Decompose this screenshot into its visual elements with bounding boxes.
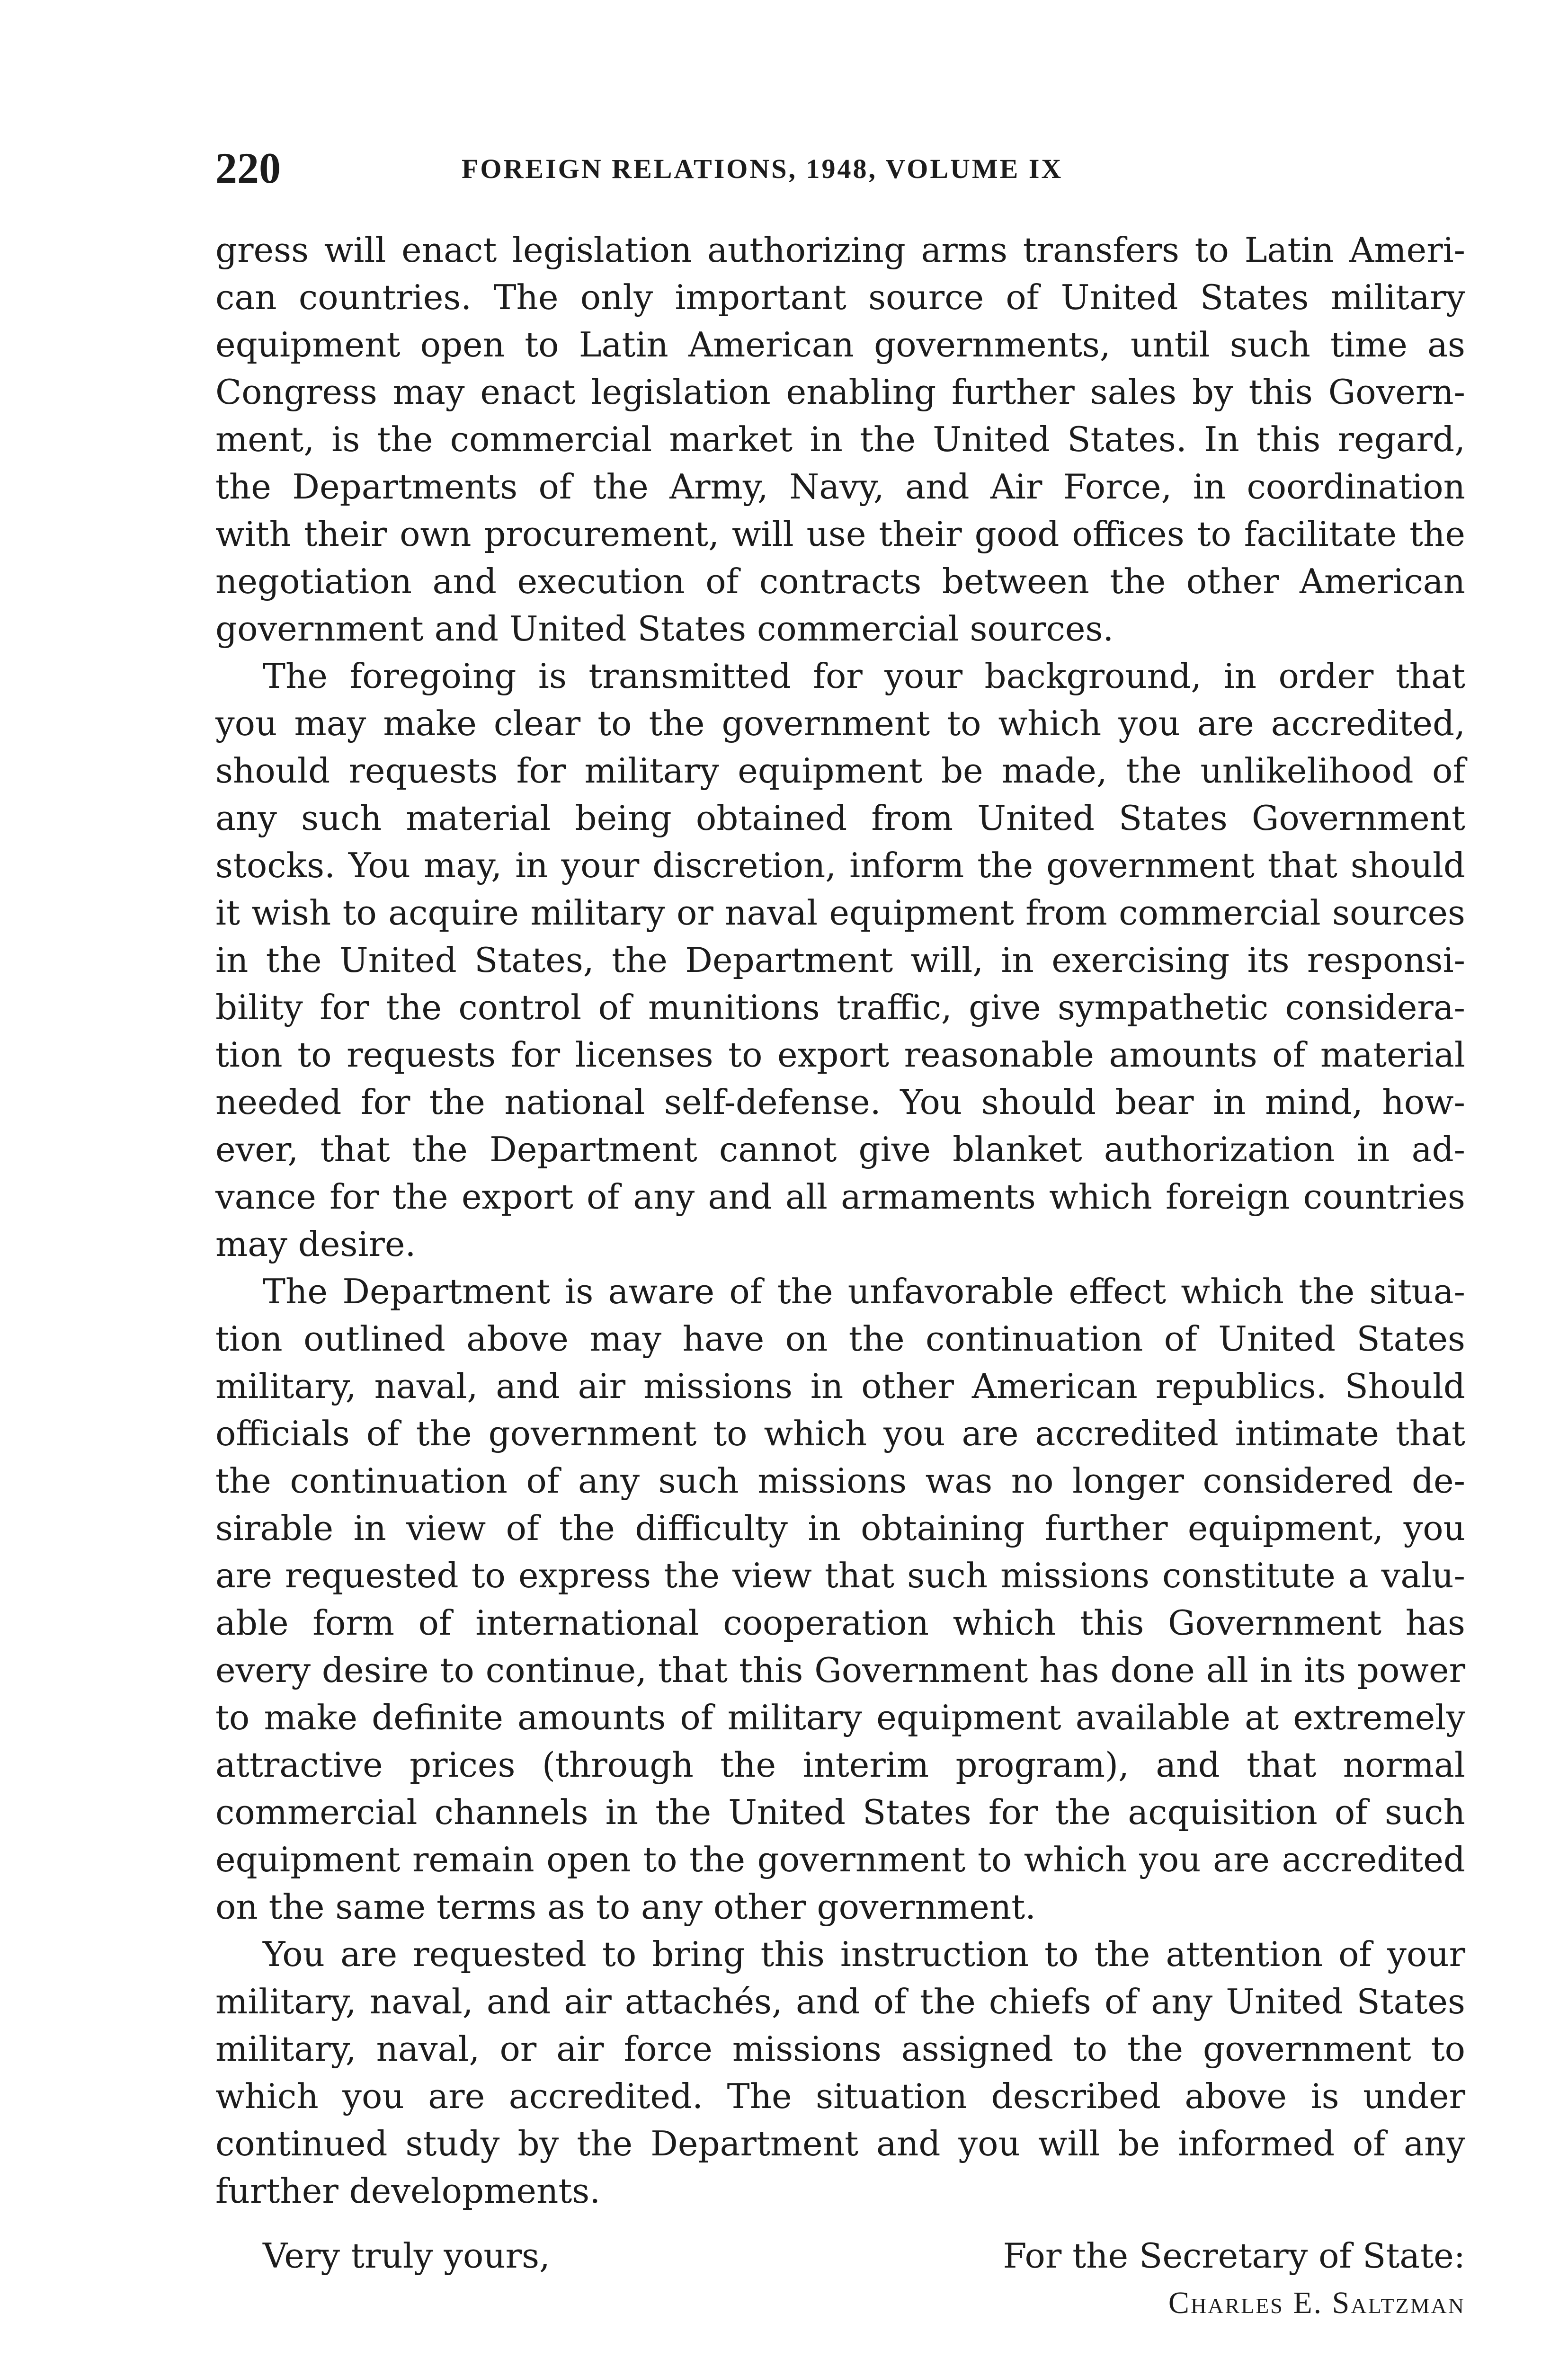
text-line: any such material being obtained from United States Government xyxy=(215,798,1465,838)
text-line: able form of international cooperation which this Government has xyxy=(215,1603,1465,1643)
running-title: FOREIGN RELATIONS, 1948, VOLUME IX xyxy=(462,153,1063,184)
body-text xyxy=(215,226,1465,2215)
text-line: sirable in view of the difficulty in obtaining further equipment, you xyxy=(215,1508,1465,1548)
text-line: with their own procurement, will use their good offices to facilitate the xyxy=(215,514,1465,554)
page-number: 220 xyxy=(215,144,281,192)
text-line: needed for the national self-defense. You should bear in mind, how- xyxy=(215,1082,1465,1122)
text-line: it wish to acquire military or naval equipment from commercial sources xyxy=(215,893,1465,933)
text-line: bility for the control of munitions traffic, give sympathetic considera- xyxy=(215,988,1465,1027)
text-line: which you are accredited. The situation described above is under xyxy=(215,2076,1465,2116)
text-line: on the same terms as to any other government. xyxy=(215,1887,1036,1927)
text-line: military, naval, or air force missions assigned to the government to xyxy=(215,2029,1465,2069)
text-line: You are requested to bring this instruction to the attention of your xyxy=(263,1934,1465,1974)
signature-block xyxy=(215,2232,1465,2336)
text-line: are requested to express the view that such missions constitute a valu- xyxy=(215,1556,1465,1595)
for-secretary-line: For the Secretary of State: xyxy=(1003,2236,1465,2276)
text-line: negotiation and execution of contracts between the other American xyxy=(215,561,1465,601)
text-line: should requests for military equipment be made, the unlikelihood of xyxy=(215,751,1465,791)
text-line: in the United States, the Department will, in exercising its responsi- xyxy=(215,940,1465,980)
text-line: The foregoing is transmitted for your background, in order that xyxy=(263,656,1465,696)
text-line: ment, is the commercial market in the United States. In this regard, xyxy=(215,419,1465,459)
text-line: continued study by the Department and you will be informed of any xyxy=(215,2124,1465,2163)
text-line: equipment open to Latin American governments, until such time as xyxy=(215,325,1465,365)
text-line: military, naval, and air attachés, and of the chiefs of any United States xyxy=(215,1982,1465,2021)
text-line: you may make clear to the government to which you are accredited, xyxy=(215,703,1465,743)
text-line: tion to requests for licenses to export reasonable amounts of material xyxy=(215,1035,1465,1075)
text-line: tion outlined above may have on the continuation of United States xyxy=(215,1319,1465,1359)
running-head xyxy=(215,142,1465,199)
text-line: Congress may enact legislation enabling further sales by this Govern- xyxy=(215,372,1465,412)
text-line: commercial channels in the United States for the acquisition of such xyxy=(215,1792,1465,1832)
text-line: officials of the government to which you are accredited intimate that xyxy=(215,1414,1465,1453)
closing-salutation: Very truly yours, xyxy=(263,2236,550,2276)
text-line: stocks. You may, in your discretion, inform the government that should xyxy=(215,845,1465,885)
text-line: can countries. The only important source of United States military xyxy=(215,277,1465,317)
text-line: attractive prices (through the interim program), and that normal xyxy=(215,1745,1465,1785)
text-line: vance for the export of any and all armaments which foreign countries xyxy=(215,1177,1465,1217)
text-line: to make definite amounts of military equipment available at extremely xyxy=(215,1698,1465,1737)
text-line: may desire. xyxy=(215,1224,416,1264)
text-line: ever, that the Department cannot give blanket authorization in ad- xyxy=(215,1130,1465,1169)
text-line: further developments. xyxy=(215,2171,601,2211)
text-line: the Departments of the Army, Navy, and Air Force, in coordination xyxy=(215,467,1465,507)
signer-name: Charles E. Saltzman xyxy=(1168,2286,1465,2320)
text-line: equipment remain open to the government to which you are accredited xyxy=(215,1840,1465,1879)
text-line: military, naval, and air missions in other American republics. Should xyxy=(215,1366,1465,1406)
text-line: gress will enact legislation authorizing arms transfers to Latin Ameri- xyxy=(215,230,1465,270)
text-line: every desire to continue, that this Government has done all in its power xyxy=(215,1650,1465,1690)
text-line: government and United States commercial sources. xyxy=(215,609,1114,649)
text-line: the continuation of any such missions was no longer considered de- xyxy=(215,1461,1465,1501)
text-line: The Department is aware of the unfavorable effect which the situa- xyxy=(263,1272,1465,1311)
